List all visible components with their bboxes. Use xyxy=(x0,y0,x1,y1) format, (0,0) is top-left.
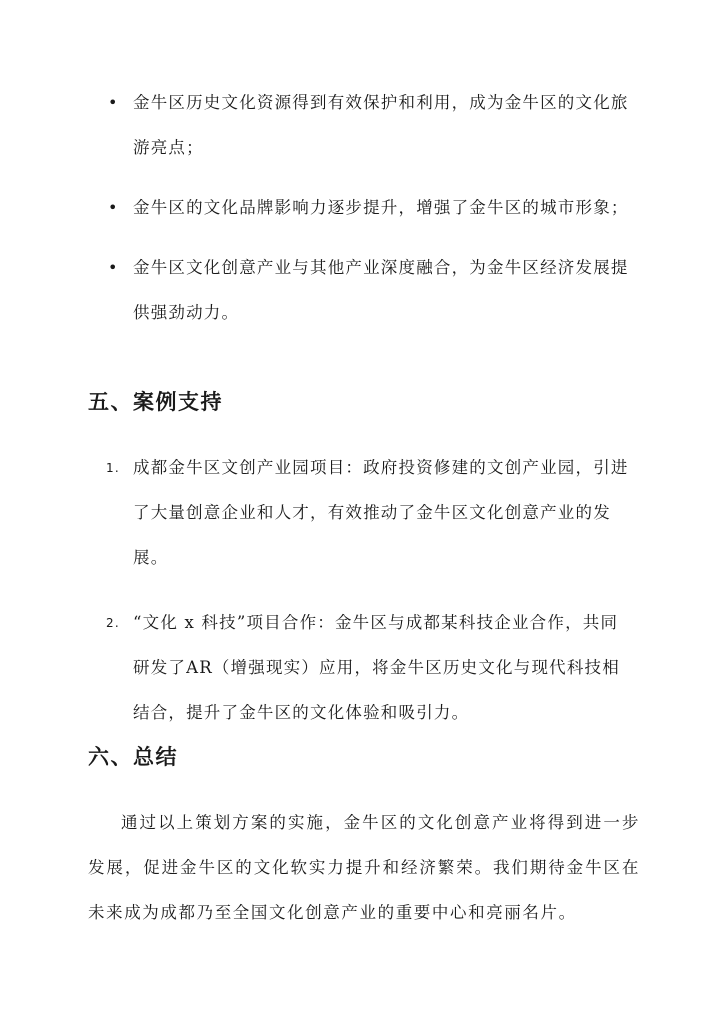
list-number: 2. xyxy=(106,616,120,630)
bullet-icon: • xyxy=(108,258,119,277)
list-item-text: “文化 x 科技”项目合作：金牛区与成都某科技企业合作，共同研发了AR（增强现实）应用，将金牛区历史文化与现代科技相结合，提升了金牛区的文化体验和吸引力。 xyxy=(133,613,620,722)
outcome-bullet-list xyxy=(0,80,720,350)
bullet-icon: • xyxy=(108,198,119,217)
list-item-text: 金牛区文化创意产业与其他产业深度融合，为金牛区经济发展提供强劲动力。 xyxy=(133,258,629,322)
list-item-text: 金牛区历史文化资源得到有效保护和利用，成为金牛区的文化旅游亮点； xyxy=(133,93,629,157)
list-item xyxy=(0,445,720,580)
summary-paragraph: 通过以上策划方案的实施，金牛区的文化创意产业将得到进一步发展，促进金牛区的文化软实力提升和经济繁荣。我们期待金牛区在未来成为成都乃至全国文化创意产业的重要中心和亮丽名片。 xyxy=(88,813,640,922)
section-heading-summary: 六、总结 xyxy=(88,744,178,769)
list-item xyxy=(0,80,720,170)
case-numbered-list xyxy=(0,445,720,755)
list-item-text: 金牛区的文化品牌影响力逐步提升，增强了金牛区的城市形象； xyxy=(133,198,629,217)
section-heading-case-support: 五、案例支持 xyxy=(88,389,223,414)
list-number: 1. xyxy=(106,461,120,475)
list-item-text: 成都金牛区文创产业园项目：政府投资修建的文创产业园，引进了大量创意企业和人才，有效推动了金牛区文化创意产业的发展。 xyxy=(133,458,629,567)
list-item xyxy=(0,600,720,735)
list-item xyxy=(0,245,720,335)
bullet-icon: • xyxy=(108,93,119,112)
list-item xyxy=(0,185,720,230)
